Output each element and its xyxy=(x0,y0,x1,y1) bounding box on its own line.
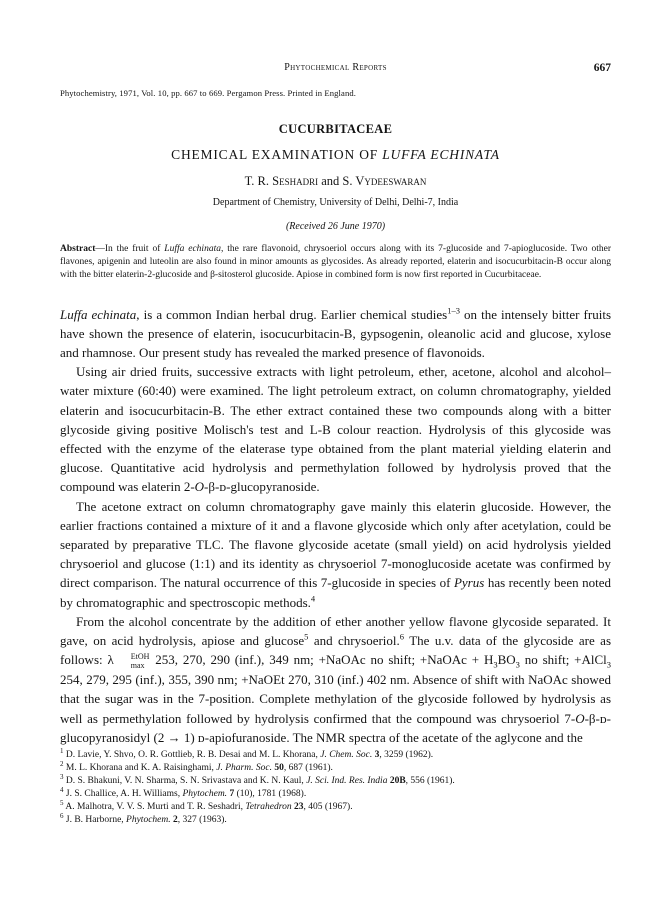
footnote-pages: , 556 (1961). xyxy=(405,776,455,787)
article-title xyxy=(60,147,611,163)
footnote-journal: J. Pharm. Soc. xyxy=(216,763,272,774)
authors xyxy=(60,174,611,189)
subscript: 3 xyxy=(515,659,520,670)
footnote-authors: J. B. Harborne, xyxy=(65,815,127,826)
abstract-dash: — xyxy=(95,244,105,254)
footnote-authors: D. Lavie, Y. Shvo, O. R. Gottlieb, R. B. Desai and M. L. Khorana, xyxy=(65,750,321,761)
footnote xyxy=(60,759,611,775)
running-head xyxy=(60,62,611,80)
footnote-authors: J. S. Challice, A. H. Williams, xyxy=(65,789,183,800)
p2-text-end: -β-ᴅ-glucopyranoside. xyxy=(204,479,320,495)
citation-ref: 4 xyxy=(310,593,316,604)
author-2: S. Vydeeswaran xyxy=(342,174,427,188)
footnote-volume: 2 xyxy=(172,815,178,826)
abstract-species: Luffa echinata xyxy=(164,244,221,254)
footnote-volume: 7 xyxy=(229,789,235,800)
footnote-journal: J. Chem. Soc. xyxy=(320,750,373,761)
footnote-volume: 3 xyxy=(374,750,380,761)
footnote-journal: Phytochem. xyxy=(182,789,228,800)
title-prefix: CHEMICAL EXAMINATION OF xyxy=(171,147,383,162)
title-species: LUFFA ECHINATA xyxy=(382,147,500,162)
footnote-number: 4 xyxy=(60,785,64,794)
subscript: 3 xyxy=(493,659,498,670)
footnote-volume: 23 xyxy=(294,802,304,813)
footnote-authors: A. Malhotra, V. V. S. Murti and T. R. Seshadri, xyxy=(65,802,246,813)
abstract xyxy=(60,243,611,283)
p4-text-b: and chrysoeriol. xyxy=(308,633,400,649)
p4-text-g: 254, 279, 295 (inf.), 355, 390 nm; +NaOEt 270, 310 (inf.) 402 nm. Absence of shift with NaOAc showed that the sugar was in the 7-position. Complete methylation of the glycoside followed by hydrolysis as well as permethylation followed by hydrolysis confirmed that the compound was chrysoeriol 7- xyxy=(60,672,611,726)
received-date: (Received 26 June 1970) xyxy=(285,221,386,232)
paragraph-4 xyxy=(60,612,611,747)
p3-text-a: The acetone extract on column chromatography gave mainly this elaterin glucoside. However, the earlier fractions contained a mixture of it and a flavone glycoside which only after acetylation, could be separated by preparative TLC. The flavone glycoside acetate (small yield) on acid hydrolysis yielded chrysoeriol and glucose (1:1) and its identity as chrysoeriol 7-monoglucoside acetate was confirmed by direct comparison. The natural occurrence of this 7-glucoside in species of xyxy=(60,498,611,591)
lambda-max-label: max xyxy=(130,661,145,671)
footnote-pages: , 687 (1961). xyxy=(283,763,333,774)
p4-text-c: The u.v. data of the glycoside are as follows: λ xyxy=(60,633,611,668)
footnote-pages: , 3259 (1962). xyxy=(379,750,434,761)
p2-italic-o: O xyxy=(194,479,205,495)
section-heading: CUCURBITACEAE xyxy=(278,122,393,136)
footnote-pages: (10), 1781 (1968). xyxy=(234,789,307,800)
footnote-number: 2 xyxy=(60,759,64,768)
abstract-text-1: In the fruit of xyxy=(104,244,165,254)
p3-text-b: has recently been noted by chromatographic and spectroscopic methods. xyxy=(60,575,611,610)
footnote-pages: , 405 (1967). xyxy=(303,802,353,813)
p1-text-b: on the intensely bitter fruits have shown the presence of elaterin, isocucurbitacin-B, gypsogenin, oleanolic acid and glucose, xylose and rhamnose. Our present study has revealed the marked presence of flavonoids. xyxy=(60,306,611,361)
footnote xyxy=(60,798,611,814)
paragraph-2 xyxy=(60,362,611,496)
p1-text-a: , is a common Indian herbal drug. Earlier chemical studies xyxy=(136,306,448,322)
citation-ref: 5 xyxy=(304,631,309,642)
abstract-label: Abstract xyxy=(60,244,96,254)
footnote-number: 3 xyxy=(60,772,64,781)
footnote-number: 6 xyxy=(60,811,64,820)
abstract-text-2: , the rare flavonoid, chrysoeriol occurs along with its 7-glucoside and 7-apioglucoside. Two other flavones, apigenin and luteolin are also found in minor amounts as glycosides. As already reported, elaterin and isocucurbitacin-B occur along with the bitter elaterin-2-glucoside and β-sitosterol glucoside. Apiose in combined form is now first reported in Cucurbitaceae. xyxy=(60,244,611,281)
p4-italic-o: O xyxy=(575,710,585,726)
affiliation: Department of Chemistry, University of Delhi, Delhi-7, India xyxy=(212,197,459,208)
citation-ref: 6 xyxy=(399,631,405,642)
citation-ref: 1–3 xyxy=(447,305,460,316)
p3-genus: Pyrus xyxy=(453,575,485,591)
p4-text-h: -β-ᴅ-glucopyranosidyl (2 → 1) ᴅ-apiofuranoside. The NMR spectra of the acetate of the aglycone and the xyxy=(60,710,611,745)
footnote-volume: 20B xyxy=(389,776,406,787)
p2-text: Using air dried fruits, successive extracts with light petroleum, ether, acetone, alcohol and alcohol–water mixture (60:40) were examined. The light petroleum extract, on column chromatography, yielded elaterin and isocucurbitacin-B. The ether extract contained these two compounds along with a bitter glycoside giving positive Molisch's test and L-B colour reaction. Hydrolysis of this glycoside was effected with the enzyme of the elaterase type obtained from the plant material yielding elaterin and glucose. Quantitative acid hydrolysis and permethylation followed by hydrolysis proved that the compound was elaterin 2- xyxy=(60,364,611,495)
footnote-journal: J. Sci. Ind. Res. India xyxy=(306,776,388,787)
p4-text-a: From the alcohol concentrate by the addition of ether another yellow flavone glycoside separated. It gave, on acid hydrolysis, apiose and glucose xyxy=(60,613,611,649)
paper-page xyxy=(60,62,611,827)
paragraph-3 xyxy=(60,497,611,612)
article-body xyxy=(60,305,611,747)
paragraph-1 xyxy=(60,305,611,363)
footnote-pages: , 327 (1963). xyxy=(177,815,227,826)
p1-species: Luffa echinata xyxy=(60,306,137,322)
page-number: 667 xyxy=(593,62,611,74)
subscript: 3 xyxy=(606,659,612,670)
footnote-authors: D. S. Bhakuni, V. N. Sharma, S. N. Srivastava and K. N. Kaul, xyxy=(65,776,307,787)
running-title: Phytochemical Reports xyxy=(284,62,387,73)
p4-text-e: BO xyxy=(497,652,516,668)
p4-text-f: no shift; +AlCl xyxy=(519,652,607,668)
footnote-number: 5 xyxy=(60,798,64,807)
author-join: and xyxy=(318,174,343,188)
journal-citation-line: Phytochemistry, 1971, Vol. 10, pp. 667 to 669. Pergamon Press. Printed in England. xyxy=(60,88,357,98)
footnote-journal: Phytochem. xyxy=(126,815,171,826)
footnote-volume: 50 xyxy=(274,763,284,774)
footnote-number: 1 xyxy=(60,746,64,755)
footnote xyxy=(60,811,611,827)
footnote-authors: M. L. Khorana and K. A. Raisinghami, xyxy=(65,763,217,774)
footnote-journal: Tetrahedron xyxy=(245,802,292,813)
author-1: T. R. Seshadri xyxy=(244,174,319,188)
footnote xyxy=(60,772,611,788)
p4-text-d: 253, 270, 290 (inf.), 349 nm; +NaOAc no shift; +NaOAc + H xyxy=(150,652,494,668)
lambda-max-scripts xyxy=(115,652,150,670)
footnote xyxy=(60,746,611,762)
lambda-solvent: EtOH xyxy=(130,652,150,662)
footnotes xyxy=(60,746,611,827)
footnote xyxy=(60,785,611,801)
